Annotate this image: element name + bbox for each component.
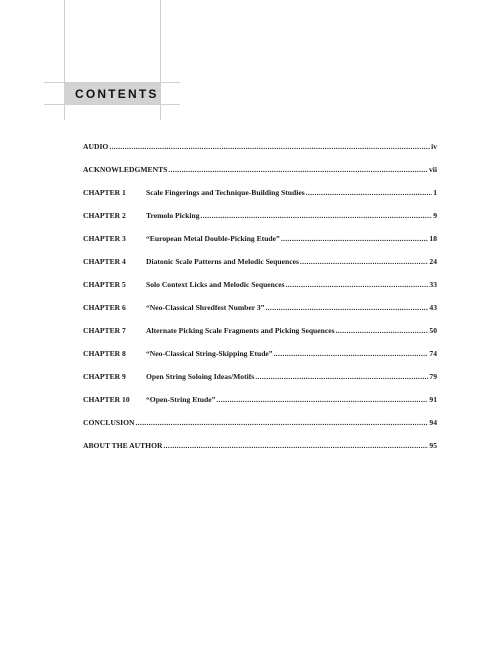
toc-leader-dots: [163, 441, 428, 450]
toc-entry-page: 94: [429, 418, 437, 427]
toc-entry-page: 33: [429, 280, 437, 289]
toc-entry-title: “Open-String Etude”: [146, 395, 216, 404]
toc-entry-about-the-author[interactable]: [83, 441, 437, 455]
toc-leader-dots: [201, 211, 433, 220]
toc-entry-page: 74: [429, 349, 437, 358]
toc-leader-dots: [265, 303, 428, 312]
toc-leader-dots: [274, 349, 429, 358]
toc-entry-chapter-6[interactable]: [83, 303, 437, 317]
toc-entry-label: CONCLUSION: [83, 418, 135, 427]
toc-entry-chapter-1[interactable]: [83, 188, 437, 202]
toc-entry-title: Scale Fingerings and Technique-Building Studies: [146, 188, 305, 197]
toc-entry-title: Alternate Picking Scale Fragments and Picking Sequences: [146, 326, 335, 335]
toc-entry-page: 24: [429, 257, 437, 266]
toc-entry-label: CHAPTER 2: [83, 211, 126, 220]
toc-entry-chapter-8[interactable]: [83, 349, 437, 363]
toc-entry-label: CHAPTER 1: [83, 188, 126, 197]
toc-entry-page: 95: [429, 441, 437, 450]
toc-entry-label: CHAPTER 4: [83, 257, 126, 266]
toc-leader-dots: [336, 326, 429, 335]
toc-entry-title: “European Metal Double-Picking Etude”: [146, 234, 280, 243]
toc-entry-label: ACKNOWLEDGMENTS: [83, 165, 168, 174]
toc-entry-acknowledgments[interactable]: [83, 165, 437, 179]
toc-entry-label: CHAPTER 6: [83, 303, 126, 312]
toc-entry-page: 79: [429, 372, 437, 381]
toc-entry-audio[interactable]: [83, 142, 437, 156]
toc-leader-dots: [216, 395, 428, 404]
toc-entry-label: CHAPTER 8: [83, 349, 126, 358]
contents-heading: CONTENTS: [75, 87, 159, 101]
toc-entry-title: Open String Soloing Ideas/Motifs: [146, 372, 255, 381]
toc-leader-dots: [306, 188, 433, 197]
toc-entry-chapter-2[interactable]: [83, 211, 437, 225]
toc-entry-conclusion[interactable]: [83, 418, 437, 432]
toc-leader-dots: [300, 257, 428, 266]
toc-leader-dots: [255, 372, 428, 381]
toc-leader-dots: [281, 234, 429, 243]
toc-entry-page: vii: [428, 165, 437, 174]
toc-entry-page: 91: [429, 395, 437, 404]
toc-entry-title: Diatonic Scale Patterns and Melodic Sequences: [146, 257, 299, 266]
toc-leader-dots: [135, 418, 428, 427]
toc-entry-chapter-10[interactable]: [83, 395, 437, 409]
toc-entry-label: AUDIO: [83, 142, 109, 151]
toc-entry-chapter-7[interactable]: [83, 326, 437, 340]
toc-leader-dots: [286, 280, 429, 289]
toc-entry-label: CHAPTER 7: [83, 326, 126, 335]
crop-line-right: [160, 0, 161, 120]
toc-entry-label: CHAPTER 3: [83, 234, 126, 243]
toc-entry-title: “Neo-Classical String-Skipping Etude”: [146, 349, 273, 358]
toc-leader-dots: [109, 142, 430, 151]
toc-entry-label: ABOUT THE AUTHOR: [83, 441, 163, 450]
toc-entry-page: 1: [433, 188, 437, 197]
crop-line-bottom: [44, 104, 180, 105]
toc-entry-chapter-9[interactable]: [83, 372, 437, 386]
toc-entry-label: CHAPTER 5: [83, 280, 126, 289]
toc-entry-title: Solo Context Licks and Melodic Sequences: [146, 280, 285, 289]
toc-entry-title: Tremolo Picking: [146, 211, 200, 220]
toc-entry-chapter-5[interactable]: [83, 280, 437, 294]
toc-entry-chapter-3[interactable]: [83, 234, 437, 248]
toc-entry-page: iv: [431, 142, 437, 151]
toc-entry-label: CHAPTER 10: [83, 395, 130, 404]
toc-leader-dots: [168, 165, 428, 174]
toc-entry-page: 50: [429, 326, 437, 335]
toc-entry-chapter-4[interactable]: [83, 257, 437, 271]
toc-entry-title: “Neo-Classical Shredfest Number 3”: [146, 303, 265, 312]
toc-entry-label: CHAPTER 9: [83, 372, 126, 381]
toc-entry-page: 43: [429, 303, 437, 312]
toc-entry-page: 9: [433, 211, 437, 220]
toc-entry-page: 18: [429, 234, 437, 243]
